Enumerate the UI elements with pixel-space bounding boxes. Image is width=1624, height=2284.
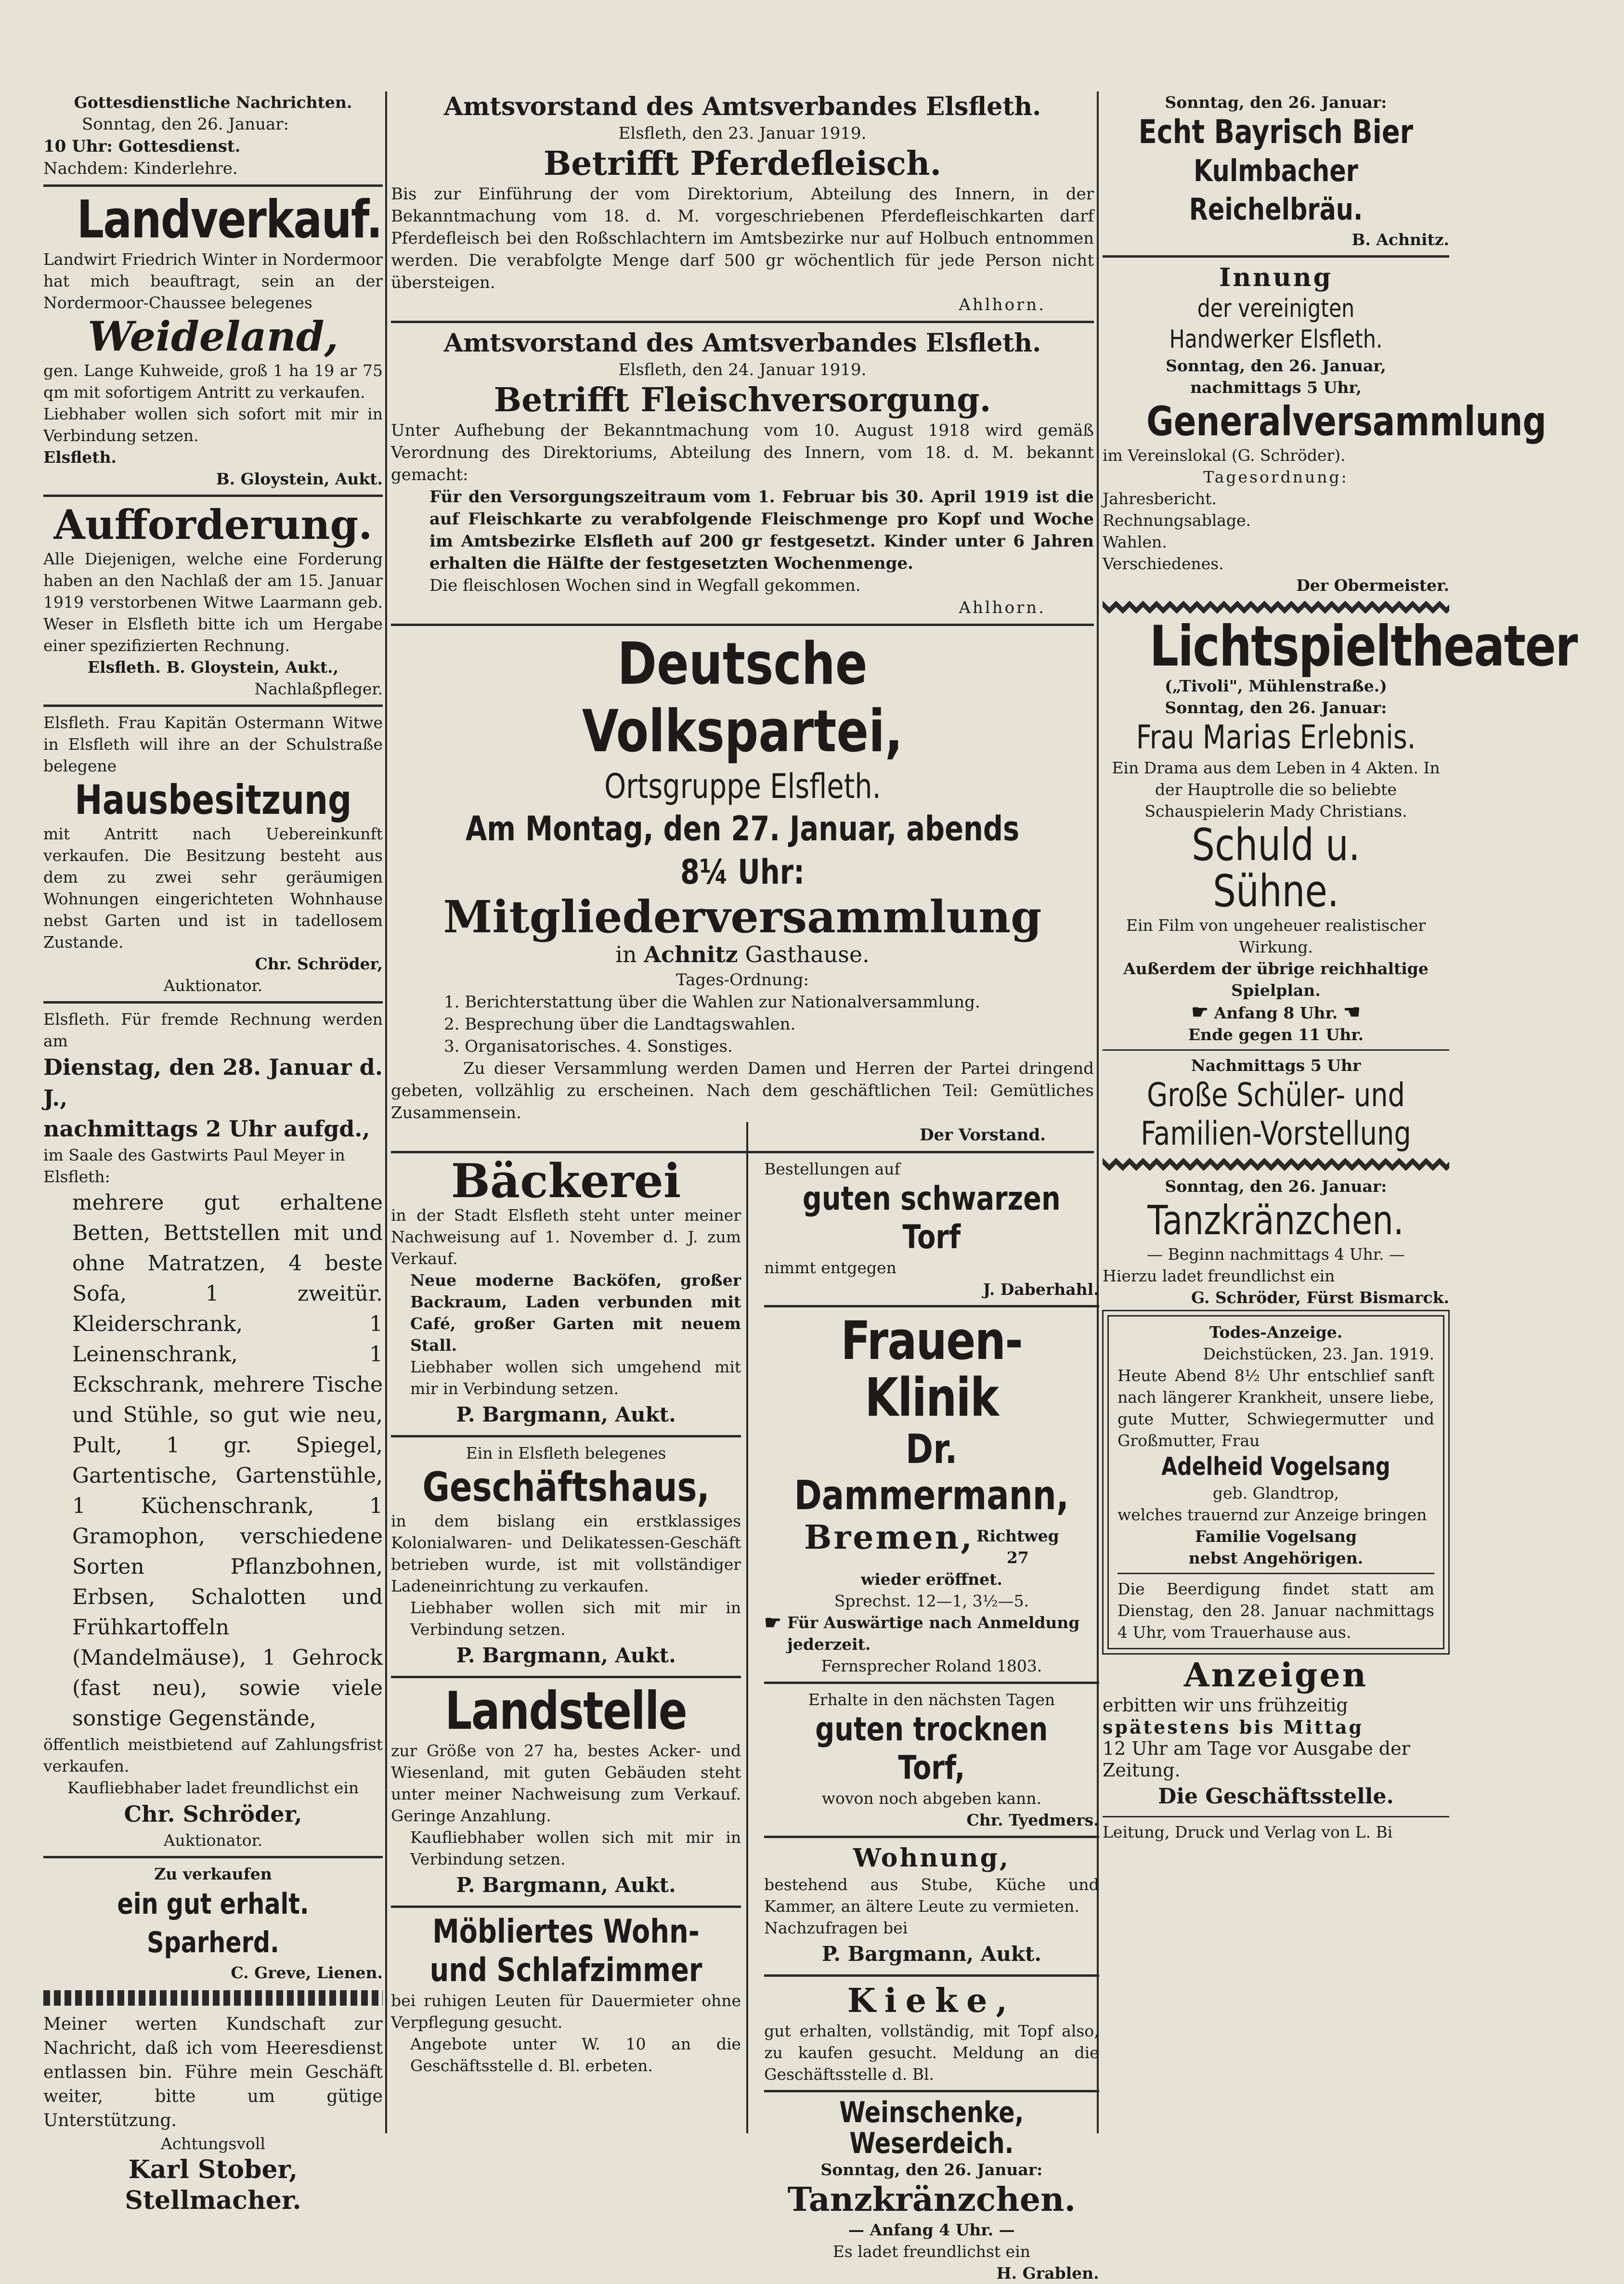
ad-wohnung bbox=[764, 1843, 1099, 1970]
innung-event: Generalversammlung bbox=[1146, 398, 1546, 445]
hausbesitzung-sign: Chr. Schröder, bbox=[255, 954, 383, 973]
divider bbox=[391, 1676, 741, 1678]
dvp-place-pre: in bbox=[615, 941, 637, 967]
auktion-date: Dienstag, den 28. Januar d. J., bbox=[43, 1054, 383, 1111]
torf2-text: wovon noch abgeben kann. bbox=[821, 1788, 1041, 1808]
moebliert-title: Möbliertes Wohn- und Schlafzimmer bbox=[429, 1913, 702, 1989]
pointing-hand-icon: ☛ bbox=[764, 1611, 781, 1634]
auktion-time: nachmittags 2 Uhr aufgd., bbox=[43, 1116, 370, 1142]
sparherd-top: Zu verkaufen bbox=[154, 1865, 272, 1883]
geschaeft-title: Geschäftshaus, bbox=[422, 1463, 710, 1511]
klinik-street: Richtweg bbox=[976, 1526, 1059, 1545]
anzeigen-title: Anzeigen bbox=[1183, 1656, 1368, 1695]
kino-film1-desc: Ein Drama aus dem Leben in 4 Akten. In der Hauptrolle die so beliebte Schauspielerin Mady Christians. bbox=[1112, 758, 1440, 821]
divider bbox=[43, 1856, 383, 1858]
landverkauf-text3: Liebhaber wollen sich sofort mit mir in Verbindung setzen. bbox=[43, 405, 383, 445]
amt1-date: Elsfleth, den 23. Januar 1919. bbox=[618, 124, 867, 143]
dvp-agenda1: 1. Berichterstattung über die Wahlen zur Nationalversammlung. bbox=[444, 992, 980, 1012]
dvp-date: Am Montag, den 27. Januar, abends 8¼ Uhr: bbox=[465, 809, 1020, 892]
ad-bier bbox=[1103, 91, 1449, 250]
auktion-sign2: Auktionator. bbox=[163, 1831, 263, 1850]
klinik-num: 27 bbox=[1006, 1548, 1029, 1567]
divider bbox=[764, 1305, 1099, 1307]
todes-text: Heute Abend 8½ Uhr entschlief sanft nach längerer Krankheit, unsere liebe, gute Mutter, Schwiegermutter und Großmutter, Frau bbox=[1117, 1366, 1434, 1450]
notice-fleischversorgung bbox=[391, 328, 1094, 619]
todes-born: geb. Glandtrop, bbox=[1212, 1484, 1339, 1502]
auktion-place: im Saale des Gastwirts Paul Meyer in Elsfleth: bbox=[43, 1146, 345, 1186]
torf1-sign: J. Daberhahl. bbox=[983, 1280, 1099, 1299]
kino-title: Lichtspieltheater bbox=[1149, 614, 1577, 679]
sparherd-sign: C. Greve, Lienen. bbox=[231, 1963, 383, 1982]
ad-torf2 bbox=[764, 1689, 1099, 1831]
aufforderung-sign2: Nachlaßpfleger. bbox=[254, 679, 383, 698]
column-right bbox=[1103, 91, 1577, 1843]
dvp-text: Zu dieser Versammlung werden Damen und Herren der Partei dringend gebeten, vollzählig zu erscheinen. Nach dem geschäftlichen Teil: Gemütliches Zusammensein. bbox=[391, 1059, 1094, 1122]
baeckerei-text2: Neue moderne Backöfen, großer Backraum, Laden verbunden mit Café, großer Garten mit neuem Stall. bbox=[410, 1271, 741, 1355]
divider bbox=[764, 1974, 1099, 1977]
amt2-sub: Betrifft Fleischversorgung. bbox=[494, 381, 991, 419]
ad-innung bbox=[1103, 262, 1546, 596]
divider bbox=[1103, 255, 1449, 258]
kino-start: Anfang 8 Uhr. bbox=[1214, 1004, 1338, 1022]
landverkauf-sign: B. Gloystein, Aukt. bbox=[216, 470, 383, 488]
hausbesitzung-title: Hausbesitzung bbox=[74, 776, 352, 823]
amt1-title: Amtsvorstand des Amtsverbandes Elsfleth. bbox=[443, 92, 1041, 121]
wohnung-text2: Nachzufragen bei bbox=[764, 1918, 908, 1937]
innung-sign: Der Obermeister. bbox=[1296, 576, 1449, 595]
amt2-text: Unter Aufhebung der Bekanntmachung vom 10. August 1918 wird gemäß Verordnung des Direktoriums, Abteilung des Innern, vom 18. d. M. bekannt gemacht: bbox=[391, 421, 1094, 484]
innung-time: nachmittags 5 Uhr, bbox=[1190, 378, 1362, 397]
landverkauf-title: Landverkauf. bbox=[77, 190, 382, 250]
pointing-hand-left-icon: ☚ bbox=[1343, 1001, 1361, 1023]
aufforderung-sign: Elsfleth. B. Gloystein, Aukt., bbox=[87, 658, 339, 677]
tanz-text: Hierzu ladet freundlichst ein bbox=[1103, 1266, 1335, 1285]
amt2-text3: Die fleischlosen Wochen sind in Wegfall gekommen. bbox=[429, 576, 861, 595]
torf1-title: guten schwarzen Torf bbox=[803, 1180, 1061, 1256]
amt2-sign: Ahlhorn. bbox=[959, 598, 1046, 617]
ad-landstelle bbox=[391, 1683, 741, 1901]
sparherd-title: ein gut erhalt. Sparherd. bbox=[117, 1887, 309, 1959]
amt2-date: Elsfleth, den 24. Januar 1919. bbox=[618, 360, 867, 379]
innung-sub: der vereinigten Handwerker Elsfleth. bbox=[1169, 294, 1383, 354]
ad-baeckerei bbox=[391, 1154, 741, 1430]
ad-frauenklinik bbox=[764, 1312, 1099, 1677]
klinik-hours: Sprechst. 12—1, 3½—5. bbox=[834, 1591, 1029, 1610]
kieke-title: Kieke, bbox=[847, 1981, 1016, 2020]
dvp-place-post: Gasthause. bbox=[745, 941, 870, 967]
ad-landverkauf bbox=[43, 192, 383, 490]
innung-date: Sonntag, den 26. Januar, bbox=[1166, 356, 1386, 375]
ad-geschaeftshaus bbox=[391, 1442, 741, 1671]
innung-a1: Jahresbericht. bbox=[1103, 489, 1217, 508]
todes-title: Todes-Anzeige. bbox=[1209, 1323, 1343, 1342]
hausbesitzung-text: Elsfleth. Frau Kapitän Ostermann Witwe in Elsfleth will ihre an der Schulstraße belegene bbox=[43, 713, 383, 775]
hausbesitzung-text2: mit Antritt nach Uebereinkunft verkaufen. Die Besitzung besteht aus dem zu zwei sehr geräumigen Wohnungen eingerichteten Wohnhause nebst Garten und ist in tadellosem Zustande. bbox=[43, 824, 383, 952]
todes-funeral: Die Beerdigung findet statt am Dienstag, den 28. Januar nachmittags 4 Uhr, vom Trauerhause aus. bbox=[1117, 1579, 1434, 1642]
divider bbox=[43, 184, 383, 187]
innung-a3: Wahlen. bbox=[1103, 533, 1167, 551]
todes-name: Adelheid Vogelsang bbox=[1161, 1452, 1390, 1481]
klinik-address bbox=[764, 1518, 1099, 1568]
dvp-agenda2: 2. Besprechung über die Landtagswahlen. bbox=[444, 1015, 796, 1034]
landverkauf-place: Elsfleth. bbox=[43, 448, 117, 467]
todes-family2: nebst Angehörigen. bbox=[1188, 1549, 1364, 1567]
weinschenke-event: Tanzkränzchen. bbox=[787, 2180, 1076, 2219]
ad-torf1 bbox=[764, 1158, 1099, 1300]
amt1-text: Bis zur Einführung der vom Direktorium, Abteilung des Innern, in der Bekanntmachung vom 18. d. M. vorgeschriebenen Pferdefleischkarten darf Pferdefleisch bei den Roßschlachtern im Amtsbezirke nur auf Holbuch entnommen werden. Die verabfolgte Menge darf 500 gr wöchentlich für jede Person nicht übersteigen. bbox=[391, 184, 1094, 292]
auktion-text2: öffentlich meistbietend auf Zahlungsfrist verkaufen. bbox=[43, 1735, 383, 1775]
landstelle-text: zur Größe von 27 ha, bestes Acker- und Wiesenland, mit guten Gebäuden steht unter meiner Nachweisung zum Verkauf. Geringe Anzahlung. bbox=[391, 1741, 741, 1825]
anzeigen-text3: 12 Uhr am Tage vor Ausgabe der Zeitung. bbox=[1103, 1738, 1410, 1781]
tanz-sign: G. Schröder, Fürst Bismarck. bbox=[1191, 1288, 1449, 1307]
church-line1: Sonntag, den 26. Januar: bbox=[82, 115, 289, 134]
klinik-title: Frauen-Klinik bbox=[841, 1310, 1023, 1428]
divider bbox=[391, 1151, 1094, 1153]
kino-sub: („Tivoli", Mühlenstraße.) bbox=[1165, 677, 1387, 695]
wohnung-sign: P. Bargmann, Aukt. bbox=[821, 1942, 1042, 1966]
pointing-hand-right-icon: ☛ bbox=[1191, 1001, 1209, 1023]
divider bbox=[391, 1906, 741, 1908]
landstelle-sign: P. Bargmann, Aukt. bbox=[456, 1873, 676, 1897]
divider bbox=[391, 1435, 741, 1437]
footer-imprint: Leitung, Druck und Verlag von L. Bi bbox=[1103, 1823, 1393, 1841]
divider bbox=[391, 624, 1094, 626]
divider bbox=[1117, 1573, 1434, 1574]
innung-place: im Vereinslokal (G. Schröder). bbox=[1103, 446, 1346, 465]
auktion-sign: Chr. Schröder, bbox=[124, 1801, 302, 1827]
wohnung-title: Wohnung, bbox=[853, 1843, 1011, 1873]
innung-agenda: Tagesordnung: bbox=[1203, 468, 1349, 486]
weinschenke-title: Weinschenke, Weserdeich. bbox=[839, 2095, 1024, 2160]
ornament-zigzag bbox=[1103, 601, 1449, 613]
kieke-text: gut erhalten, vollständig, mit Topf also, zu kaufen gesucht. Meldung an die Geschäftsstelle d. Bl. bbox=[764, 2021, 1099, 2084]
notice-pferdefleisch bbox=[391, 91, 1094, 316]
dvp-meeting: Mitgliederversammlung bbox=[443, 891, 1042, 943]
amt2-text2: Für den Versorgungszeitraum vom 1. Februar bis 30. April 1919 ist die auf Fleischkarte zu verabfolgende Fleischmenge pro Kopf und Woche im Amtsbezirke Elsfleth auf 200 gr festgesetzt. Kinder unter 6 Jahren erhalten die Hälfte der festgesetzten Wochenmenge. bbox=[429, 487, 1094, 573]
torf2-sign: Chr. Tyedmers. bbox=[966, 1810, 1099, 1829]
ad-weinschenke bbox=[764, 2097, 1099, 2284]
klinik-phone: Fernsprecher Roland 1803. bbox=[821, 1656, 1042, 1675]
ad-moebliert bbox=[391, 1913, 741, 2076]
stober-text: Meiner werten Kundschaft zur Nachricht, daß ich vom Heeresdienst entlassen bin. Führe mein Geschäft weiter, bitte um gütige Unterstützung. bbox=[43, 2014, 383, 2130]
innung-a4: Verschiedenes. bbox=[1103, 554, 1224, 573]
dvp-sign: Der Vorstand. bbox=[920, 1125, 1046, 1145]
moebliert-text: bei ruhigen Leuten für Dauermieter ohne Verpflegung gesucht. bbox=[391, 1991, 741, 2032]
klinik-note: Für Auswärtige nach Anmeldung jederzeit. bbox=[787, 1613, 1080, 1654]
klinik-name: Dr. Dammermann, bbox=[794, 1425, 1069, 1519]
divider bbox=[391, 321, 1094, 323]
ad-stober bbox=[43, 2012, 383, 2216]
dvp-place bbox=[391, 940, 1094, 969]
baeckerei-title: Bäckerei bbox=[451, 1154, 681, 1208]
ad-kieke bbox=[764, 1982, 1099, 2085]
ad-hausbesitzung bbox=[43, 712, 383, 996]
column-left bbox=[43, 91, 383, 2216]
landverkauf-text: Landwirt Friedrich Winter in Nordermoor hat mich beauftragt, sein an der Nordermoor-Chaussee belegenes bbox=[43, 250, 383, 312]
weinschenke-sign: H. Grablen. bbox=[996, 2263, 1099, 2283]
column-rule-left bbox=[385, 91, 387, 2133]
amt1-sign: Ahlhorn. bbox=[959, 295, 1046, 314]
stober-greet: Achtungsvoll bbox=[160, 2134, 265, 2153]
kino-end: Ende gegen 11 Uhr. bbox=[1188, 1025, 1364, 1044]
church-line2: 10 Uhr: Gottesdienst. bbox=[43, 137, 241, 156]
column-middle bbox=[391, 91, 1099, 2284]
geschaeft-text2: Liebhaber wollen sich mit mir in Verbindung setzen. bbox=[410, 1598, 741, 1639]
ad-sparherd bbox=[43, 1863, 383, 1984]
kino-date: Sonntag, den 26. Januar: bbox=[1165, 698, 1387, 717]
dvp-sub: Ortsgruppe Elsfleth. bbox=[604, 767, 881, 806]
todes-text2: welches trauernd zur Anzeige bringen bbox=[1117, 1505, 1427, 1524]
divider bbox=[764, 1836, 1099, 1838]
aufforderung-title: Aufforderung. bbox=[53, 501, 373, 548]
church-notice bbox=[43, 91, 383, 180]
moebliert-text2: Angebote unter W. 10 an die Geschäftsstelle d. Bl. erbeten. bbox=[410, 2035, 741, 2075]
klinik-open: wieder eröffnet. bbox=[860, 1569, 1002, 1589]
ad-anzeigen bbox=[1103, 1656, 1449, 1812]
auktion-text3: Kaufliebhaber ladet freundlichst ein bbox=[67, 1778, 359, 1797]
landstelle-title: Landstelle bbox=[445, 1681, 687, 1741]
ad-lichtspieltheater bbox=[1103, 614, 1577, 1153]
stober-sign: Karl Stober, Stellmacher. bbox=[125, 2155, 301, 2215]
ad-tanzkraenzchen bbox=[1103, 1175, 1449, 1308]
kino-start-row bbox=[1103, 1001, 1449, 1024]
church-line3: Nachdem: Kinderlehre. bbox=[43, 159, 238, 178]
baeckerei-text: in der Stadt Elsfleth steht unter meiner Nachweisung auf 1. November d. J. zum Verkauf. bbox=[391, 1206, 741, 1268]
weinschenke-date: Sonntag, den 26. Januar: bbox=[820, 2160, 1043, 2179]
auktion-text: Elsfleth. Für fremde Rechnung werden am bbox=[43, 1010, 383, 1050]
amt2-title: Amtsvorstand des Amtsverbandes Elsfleth. bbox=[443, 328, 1041, 358]
amt1-sub: Betrifft Pferdefleisch. bbox=[543, 144, 942, 183]
torf2-title: guten trocknen Torf, bbox=[815, 1710, 1048, 1787]
klinik-street-block bbox=[976, 1525, 1059, 1568]
weinschenke-text: Es ladet freundlichst ein bbox=[832, 2242, 1030, 2261]
aufforderung-text: Alle Diejenigen, welche eine Forderung haben an den Nachlaß der am 15. Januar 1919 verstorbenen Witwe Laarmann geb. Weser in Elsfleth bitte ich um Hergabe einer spezifizierten Rechnung. bbox=[43, 549, 383, 655]
weinschenke-start: — Anfang 4 Uhr. — bbox=[848, 2220, 1015, 2239]
kino-afternoon: Nachmittags 5 Uhr bbox=[1191, 1056, 1361, 1075]
church-title: Gottesdienstliche Nachrichten. bbox=[74, 93, 352, 112]
geschaeft-text: in dem bislang ein erstklassiges Kolonialwaren- und Delikatessen-Geschäft betrieben wurde, ist mit vollständiger Ladeneinrichtung zu verkaufen. bbox=[391, 1512, 741, 1595]
divider bbox=[764, 2090, 1099, 2092]
geschaeft-sign: P. Bargmann, Aukt. bbox=[456, 1644, 676, 1667]
innung-title: Innung bbox=[1219, 263, 1333, 292]
dvp-agenda3: 3. Organisatorisches. 4. Sonstiges. bbox=[444, 1037, 733, 1056]
kino-film1: Frau Marias Erlebnis. bbox=[1136, 718, 1416, 757]
death-notice-frame bbox=[1107, 1315, 1444, 1649]
todes-date: Deichstücken, 23. Jan. 1919. bbox=[1203, 1344, 1434, 1363]
hausbesitzung-sign2: Auktionator. bbox=[163, 976, 263, 995]
middle-subcolumns bbox=[391, 1154, 1099, 2284]
landstelle-text2: Kaufliebhaber wollen sich mit mir in Verbindung setzen. bbox=[410, 1828, 741, 1868]
divider bbox=[764, 1682, 1099, 1684]
innung-a2: Rechnungsablage. bbox=[1103, 511, 1251, 530]
ad-auktion bbox=[43, 1008, 383, 1851]
ornament-bar bbox=[43, 1990, 383, 2006]
divider bbox=[43, 495, 383, 497]
middle-left-subcolumn bbox=[391, 1154, 750, 2284]
wohnung-text: bestehend aus Stube, Küche und Kammer, an ältere Leute zu vermieten. bbox=[764, 1875, 1099, 1916]
kino-film2-desc: Ein Film von ungeheuer realistischer Wirkung. bbox=[1126, 916, 1426, 956]
anzeigen-text2: spätestens bis Mittag bbox=[1103, 1716, 1364, 1738]
tanz-start: — Beginn nachmittags 4 Uhr. — bbox=[1147, 1245, 1405, 1264]
bier-date: Sonntag, den 26. Januar: bbox=[1165, 93, 1387, 112]
baeckerei-text3: Liebhaber wollen sich umgehend mit mir in Verbindung setzen. bbox=[410, 1357, 741, 1398]
tanz-date: Sonntag, den 26. Januar: bbox=[1165, 1177, 1387, 1196]
anzeigen-text: erbitten wir uns frühzeitig bbox=[1103, 1695, 1348, 1716]
tanz-title: Tanzkränzchen. bbox=[1147, 1197, 1404, 1244]
auktion-items: mehrere gut erhaltene Betten, Bettstellen mit und ohne Matratzen, 4 beste Sofa, 1 zweitür. Kleiderschrank, 1 Leinenschrank, 1 Eckschrank, mehrere Tische und Stühle, so gut wie neu, Pult, 1 gr. Spiegel, Gartentische, Gartenstühle, 1 Küchenschrank, 1 Gramophon, verschiedene Sorten Pflanzbohnen, Erbsen, Schalotten und Frühkartoffeln (Mandelmäuse), 1 Gehrock (fast neu), sowie viele sonstige Gegenstände, bbox=[72, 1190, 383, 1731]
geschaeft-top: Ein in Elsfleth belegenes bbox=[466, 1444, 666, 1462]
torf2-top: Erhalte in den nächsten Tagen bbox=[808, 1690, 1055, 1709]
ornament-zigzag bbox=[1103, 1158, 1449, 1171]
ad-volkspartei bbox=[391, 631, 1094, 1146]
torf1-text: nimmt entgegen bbox=[764, 1258, 896, 1277]
torf1-top: Bestellungen auf bbox=[764, 1160, 900, 1178]
dvp-place-name: Achnitz bbox=[644, 941, 738, 967]
kino-film2: Schuld u. Sühne. bbox=[1192, 819, 1360, 917]
dvp-title: Deutsche Volkspartei, bbox=[582, 631, 903, 765]
middle-right-subcolumn bbox=[750, 1158, 1099, 2284]
landverkauf-text2: gen. Lange Kuhweide, groß 1 ha 19 ar 75 qm mit sofortigem Antritt zu verkaufen. bbox=[43, 361, 383, 402]
bier-sub: Kulmbacher Reichelbräu. bbox=[1189, 153, 1363, 227]
todes-family: Familie Vogelsang bbox=[1195, 1527, 1357, 1546]
bier-title: Echt Bayrisch Bier bbox=[1138, 113, 1414, 151]
ad-aufforderung bbox=[43, 502, 383, 700]
landverkauf-sub: Weideland, bbox=[88, 313, 338, 360]
anzeigen-sign: Die Geschäftsstelle. bbox=[1158, 1784, 1394, 1809]
kino-more: Außerdem der übrige reichhaltige Spielplan. bbox=[1123, 959, 1429, 1000]
dvp-agenda-title: Tages-Ordnung: bbox=[676, 970, 809, 990]
baeckerei-sign: P. Bargmann, Aukt. bbox=[456, 1403, 676, 1426]
divider bbox=[43, 705, 383, 707]
klinik-note-row bbox=[764, 1612, 1099, 1655]
divider bbox=[1103, 1816, 1449, 1817]
divider bbox=[1103, 1049, 1449, 1051]
klinik-city: Bremen, bbox=[804, 1518, 974, 1557]
divider bbox=[43, 1001, 383, 1004]
kino-event: Große Schüler- und Familien-Vorstellung bbox=[1141, 1076, 1411, 1153]
bier-sign: B. Achnitz. bbox=[1351, 230, 1449, 249]
